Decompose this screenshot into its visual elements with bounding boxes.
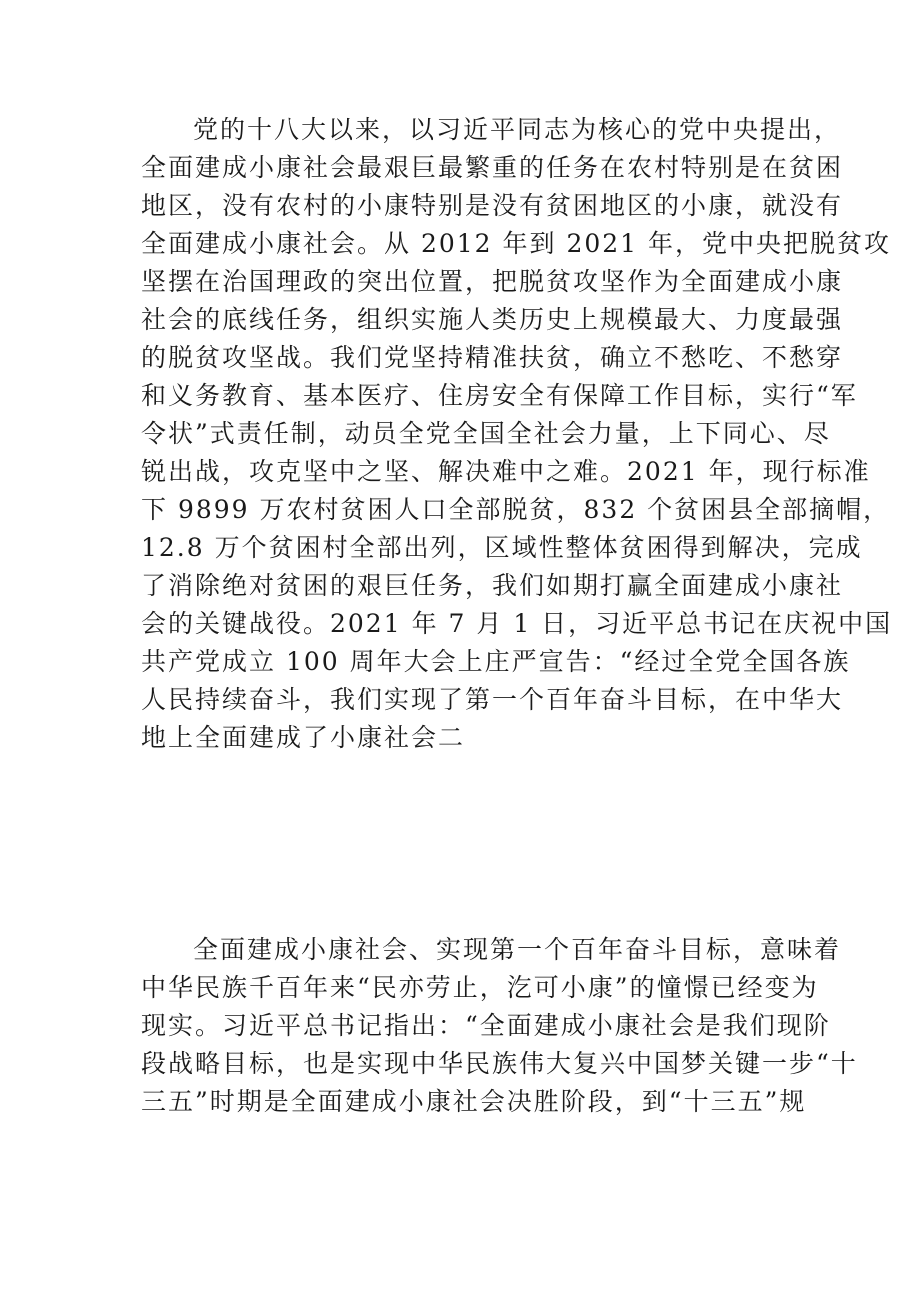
- paragraph-2: [141, 931, 858, 1121]
- text-line: 令状”式责任制，动员全党全国全社会力量，上下同心、尽: [141, 419, 831, 448]
- paragraph-1: [141, 111, 893, 757]
- text-line: 中华民族千百年来“民亦劳止，汔可小康”的憧憬已经变为: [141, 973, 819, 1002]
- text-line: 人民持续奋斗，我们实现了第一个百年奋斗目标，在中华大: [141, 685, 844, 714]
- text-line: 段战略目标，也是实现中华民族伟大复兴中国梦关键一步“十: [141, 1049, 858, 1078]
- text-line: 下 9899 万农村贫困人口全部脱贫，832 个贫困县全部摘帽，: [141, 495, 891, 524]
- text-line: 全面建成小康社会、实现第一个百年奋斗目标，意味着: [193, 935, 842, 964]
- text-line: 会的关键战役。2021 年 7 月 1 日，习近平总书记在庆祝中国: [141, 609, 893, 638]
- text-line: 三五”时期是全面建成小康社会决胜阶段，到“十三五”规: [141, 1087, 807, 1116]
- text-line: 共产党成立 100 周年大会上庄严宣告：“经过全党全国各族: [141, 647, 851, 676]
- text-line: 全面建成小康社会。从 2012 年到 2021 年，党中央把脱贫攻: [141, 229, 892, 258]
- text-line: 坚摆在治国理政的突出位置，把脱贫攻坚作为全面建成小康: [141, 267, 844, 296]
- text-line: 的脱贫攻坚战。我们党坚持精准扶贫，确立不愁吃、不愁穿: [141, 343, 844, 372]
- text-line: 全面建成小康社会最艰巨最繁重的任务在农村特别是在贫困: [141, 153, 844, 182]
- text-line: 锐出战，攻克坚中之坚、解决难中之难。2021 年，现行标准: [141, 457, 871, 486]
- text-line: 地区，没有农村的小康特别是没有贫困地区的小康，就没有: [141, 191, 844, 220]
- text-line: 和义务教育、基本医疗、住房安全有保障工作目标，实行“军: [141, 381, 858, 410]
- text-line: 了消除绝对贫困的艰巨任务，我们如期打赢全面建成小康社: [141, 571, 844, 600]
- text-line: 地上全面建成了小康社会二: [141, 723, 466, 752]
- text-line: 现实。习近平总书记指出：“全面建成小康社会是我们现阶: [141, 1011, 831, 1040]
- text-line: 党的十八大以来，以习近平同志为核心的党中央提出，: [193, 115, 842, 144]
- text-line: 12.8 万个贫困村全部出列，区域性整体贫困得到解决，完成: [141, 533, 863, 562]
- text-line: 社会的底线任务，组织实施人类历史上规模最大、力度最强: [141, 305, 844, 334]
